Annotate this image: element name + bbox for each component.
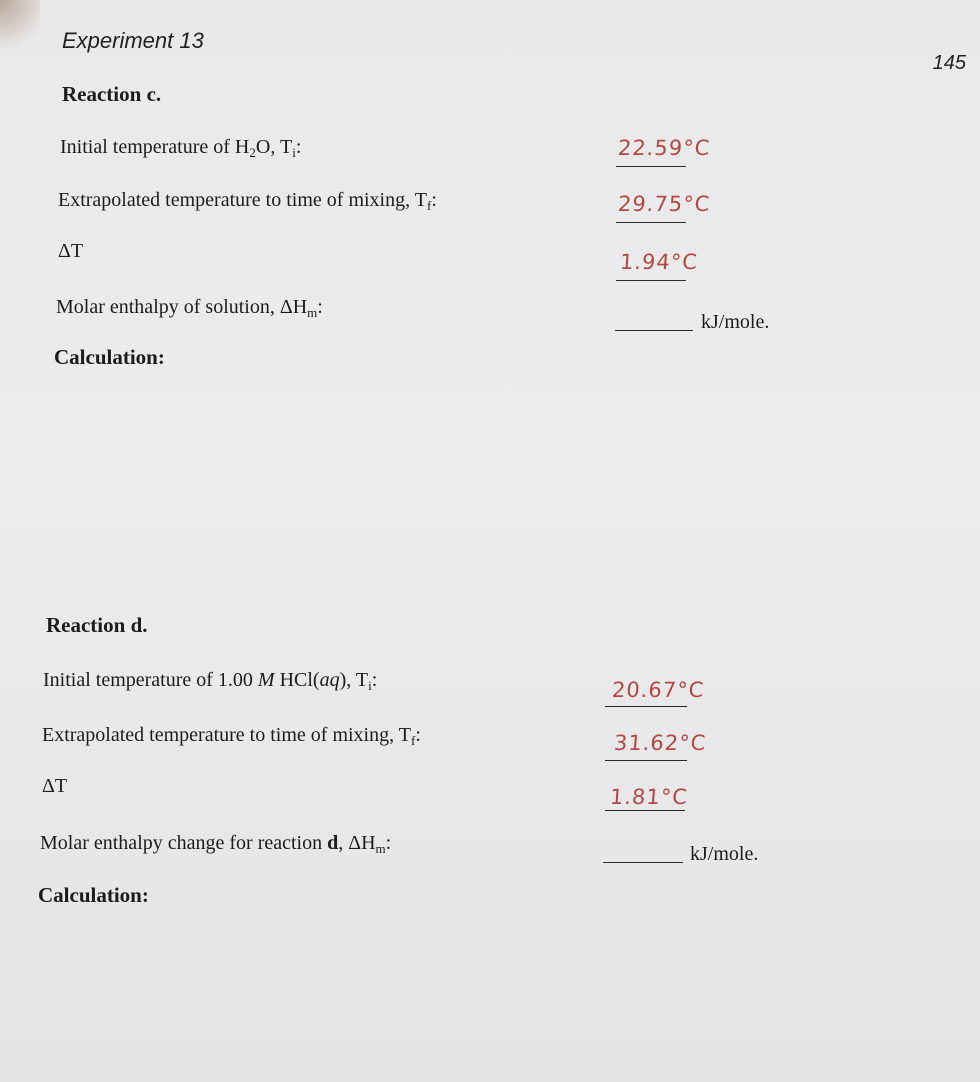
reaction-c-title: Reaction c. bbox=[62, 82, 162, 106]
reaction-d-title: Reaction d. bbox=[46, 613, 148, 637]
page-number: 145 bbox=[932, 52, 966, 74]
reaction-d-calculation-heading: Calculation: bbox=[38, 883, 149, 907]
reaction-c-extrapolated-temp-value: 29.75°C bbox=[617, 192, 712, 216]
reaction-d-molar-enthalpy-blank bbox=[603, 862, 683, 863]
reaction-c-molar-enthalpy-label: Molar enthalpy of solution, $\Delta H_m$: bbox=[56, 296, 323, 320]
reaction-d-extrapolated-temp-value: 31.62°C bbox=[613, 731, 708, 755]
reaction-d-initial-temp-label: Initial temperature of 1.00 M HCl(aq), $T_i$: bbox=[43, 669, 378, 693]
reaction-c-molar-enthalpy-blank bbox=[615, 330, 693, 331]
answer-line bbox=[605, 706, 687, 707]
reaction-c-delta-t-value: 1.94°C bbox=[619, 250, 699, 274]
reaction-c-initial-temp-label: Initial temperature of $H_2O$, $T_i$: bbox=[60, 136, 302, 160]
reaction-d-extrapolated-temp-label: Extrapolated temperature to time of mixing, $T_f$: bbox=[42, 724, 421, 748]
reaction-d-initial-temp-value: 20.67°C bbox=[611, 678, 706, 702]
reaction-c-unit: kJ/mole. bbox=[701, 311, 770, 333]
reaction-c-delta-t-label: ΔT bbox=[58, 240, 84, 262]
reaction-c-extrapolated-temp-label: Extrapolated temperature to time of mixing, $T_f$: bbox=[58, 189, 437, 213]
answer-line bbox=[605, 760, 687, 761]
page-corner-shadow bbox=[0, 0, 40, 60]
reaction-d-molar-enthalpy-label: Molar enthalpy change for reaction d, $\Delta H_m$: bbox=[40, 832, 392, 856]
answer-line bbox=[616, 222, 686, 223]
answer-line bbox=[616, 166, 686, 167]
reaction-d-unit: kJ/mole. bbox=[690, 843, 759, 865]
experiment-header: Experiment 13 bbox=[62, 28, 204, 53]
reaction-d-delta-t-label: ΔT bbox=[42, 775, 68, 797]
reaction-c-calculation-heading: Calculation: bbox=[54, 345, 165, 369]
answer-line bbox=[605, 810, 685, 811]
reaction-d-delta-t-value: 1.81°C bbox=[609, 785, 689, 809]
reaction-c-initial-temp-value: 22.59°C bbox=[617, 136, 712, 160]
answer-line bbox=[616, 280, 686, 281]
